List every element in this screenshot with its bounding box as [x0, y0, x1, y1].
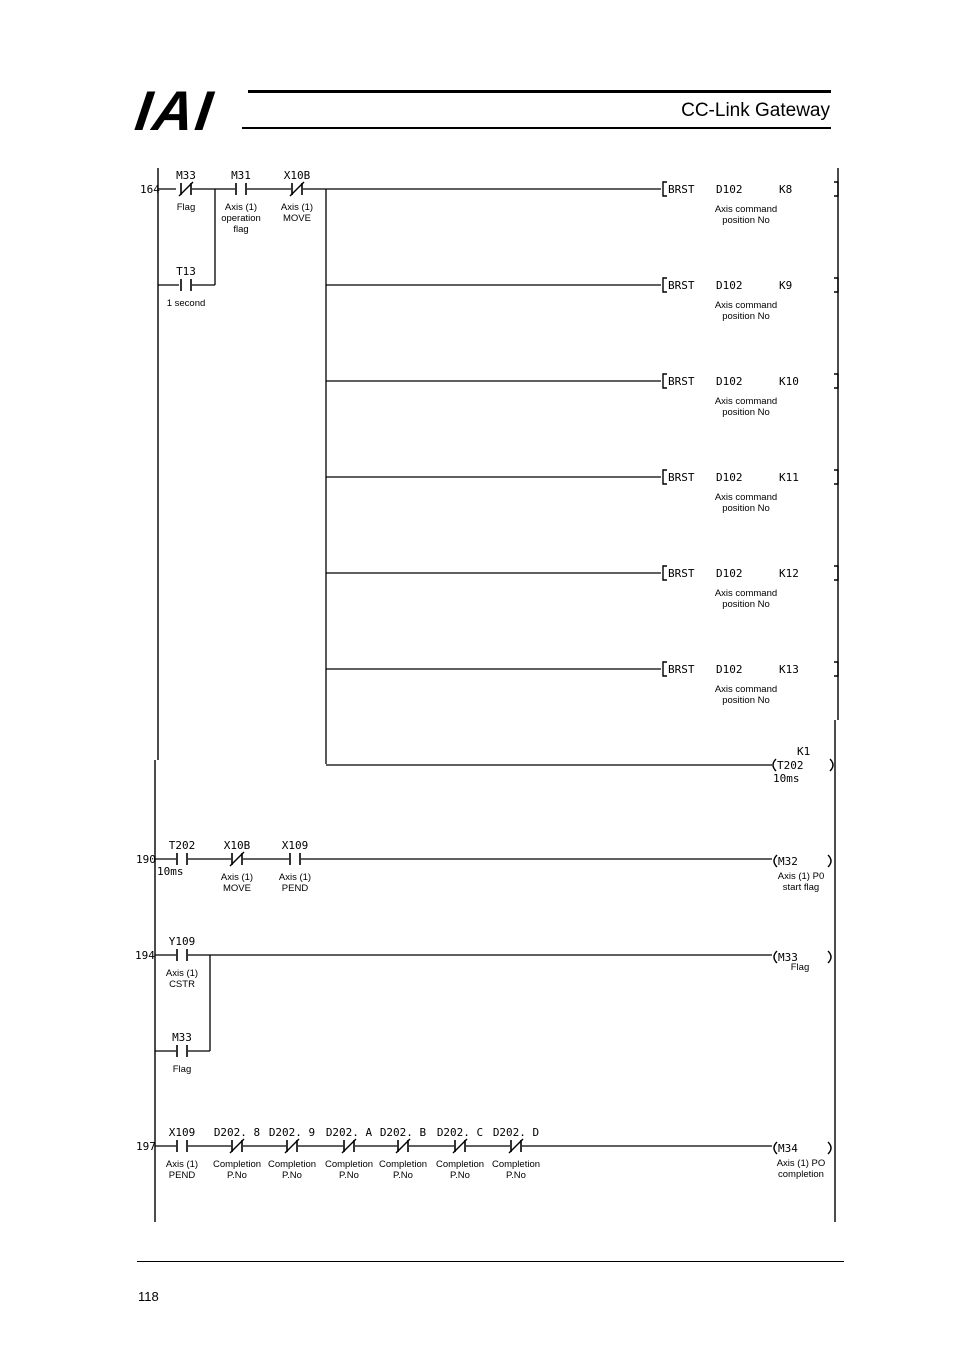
- rung-190-contact-3-comment: PEND: [281, 883, 309, 894]
- rung-194-coil-device: M33: [778, 951, 798, 964]
- brst-bracket-left: [663, 662, 667, 676]
- brst-comment: position No: [722, 599, 770, 610]
- rung-164-contact-2-comment: flag: [233, 224, 249, 235]
- rung-164-contact-t13-comment: 1 second: [166, 298, 206, 309]
- rung-197-contact-7-comment: P.No: [506, 1170, 526, 1181]
- document-title: CC-Link Gateway: [681, 100, 830, 121]
- rung-190-coil-comment: Axis (1) P0: [777, 871, 825, 882]
- rung-190-contact-2-device: X10B: [223, 839, 251, 852]
- rung-164-contact-3-comment: Axis (1): [280, 202, 314, 213]
- brst-operand-2: K12: [779, 567, 799, 580]
- rung-197-contact-4-comment: P.No: [339, 1170, 359, 1181]
- rung-164-contact-1-comment: Flag: [176, 202, 196, 213]
- rung-190-contact-3-device: X109: [281, 839, 309, 852]
- rung-197-contact-4-comment: Completion: [324, 1159, 374, 1170]
- rung-197-contact-2-comment: Completion: [212, 1159, 262, 1170]
- brst-bracket-left: [663, 182, 667, 196]
- brst-comment: Axis command: [714, 396, 778, 407]
- brst-operand-2: K10: [779, 375, 799, 388]
- brst-operand-1: D102: [716, 567, 743, 580]
- rung-197-coil-arc-right: [828, 1142, 831, 1154]
- brst-bracket-right: [834, 374, 838, 388]
- rung-197-contact-7-comment: Completion: [491, 1159, 541, 1170]
- rung-197-contact-1-device: X109: [168, 1126, 196, 1139]
- brst-operand-2: K8: [779, 183, 793, 196]
- rung-197-contact-5-device: D202. B: [379, 1126, 427, 1139]
- brst-bracket-left: [663, 566, 667, 580]
- brst-operand-1: D102: [716, 279, 743, 292]
- rung-194-contact-1-device: Y109: [168, 935, 196, 948]
- rung-197-contact-2-device: D202. 8: [213, 1126, 261, 1139]
- page-number: 118: [138, 1289, 159, 1304]
- brst-comment: Axis command: [714, 684, 778, 695]
- brst-bracket-right: [834, 470, 838, 484]
- timer-arc-left: [773, 759, 776, 771]
- rung-194-contact-m33-device: M33: [172, 1031, 192, 1044]
- rung-197-contact-1-comment: Axis (1): [165, 1159, 199, 1170]
- rung-164-contact-2-comment: Axis (1): [224, 202, 258, 213]
- rung-164-contact-1-device: M33: [176, 169, 196, 182]
- timer-arc-right: [830, 759, 833, 771]
- rung-197-contact-2-comment: P.No: [227, 1170, 247, 1181]
- rung-197-contact-3-comment: P.No: [282, 1170, 302, 1181]
- step-number: 190: [136, 853, 156, 866]
- rung-190-coil-arc-right: [828, 855, 831, 867]
- rung-190-contact-2-comment: MOVE: [223, 883, 251, 894]
- brst-operand-2: K11: [779, 471, 799, 484]
- rung-190-contact-1-comment: 10ms: [157, 865, 184, 878]
- brst-bracket-right: [834, 182, 838, 196]
- brst-bracket-right: [834, 566, 838, 580]
- rung-190-coil-comment: start flag: [782, 882, 820, 893]
- rung-197-contact-5-comment: Completion: [378, 1159, 428, 1170]
- rung-197-contact-1-comment: PEND: [168, 1170, 196, 1181]
- footer-rule: [137, 1261, 844, 1262]
- rung-164-contact-t13-device: T13: [176, 265, 196, 278]
- brst-instruction: BRST: [668, 663, 695, 676]
- rung-197-contact-3-device: D202. 9: [268, 1126, 316, 1139]
- rung-197-contact-6-comment: Completion: [435, 1159, 485, 1170]
- rung-194-contact-1-comment: CSTR: [169, 979, 195, 990]
- rung-194-coil-comment: Flag: [790, 962, 810, 973]
- rung-190-contact-1-device: T202: [168, 839, 196, 852]
- brst-bracket-right: [834, 278, 838, 292]
- rung-190-contact-2-comment: Axis (1): [220, 872, 254, 883]
- rung-197-contact-3-comment: Completion: [267, 1159, 317, 1170]
- brst-comment: position No: [722, 503, 770, 514]
- brst-instruction: BRST: [668, 567, 695, 580]
- rung-190-coil-arc-left: [774, 855, 777, 867]
- timer-setting: K1: [797, 745, 811, 758]
- rung-197-coil-arc-left: [774, 1142, 777, 1154]
- brst-instruction: BRST: [668, 279, 695, 292]
- brst-comment: Axis command: [714, 300, 778, 311]
- brst-instruction: BRST: [668, 471, 695, 484]
- rung-164-contact-3-comment: MOVE: [283, 213, 311, 224]
- rung-164-contact-3-device: X10B: [283, 169, 311, 182]
- brst-bracket-left: [663, 278, 667, 292]
- brst-comment: position No: [722, 215, 770, 226]
- brst-comment: position No: [722, 311, 770, 322]
- brst-operand-1: D102: [716, 375, 743, 388]
- brst-operand-1: D102: [716, 471, 743, 484]
- rung-197-contact-5-comment: P.No: [393, 1170, 413, 1181]
- rung-197-contact-6-device: D202. C: [436, 1126, 484, 1139]
- brst-bracket-right: [834, 662, 838, 676]
- rung-190-contact-3-comment: Axis (1): [278, 872, 312, 883]
- step-number: 164: [140, 183, 160, 196]
- rung-164-contact-2-device: M31: [231, 169, 251, 182]
- rung-197-coil-device: M34: [778, 1142, 798, 1155]
- brst-operand-1: D102: [716, 663, 743, 676]
- brst-instruction: BRST: [668, 375, 695, 388]
- timer-device: T202: [777, 759, 804, 772]
- rung-197-contact-4-device: D202. A: [325, 1126, 373, 1139]
- brst-operand-2: K13: [779, 663, 799, 676]
- rung-194-contact-1-comment: Axis (1): [165, 968, 199, 979]
- rung-197-coil-comment: completion: [778, 1169, 824, 1180]
- iai-logo: IAI: [131, 79, 219, 142]
- brst-comment: position No: [722, 407, 770, 418]
- brst-bracket-left: [663, 470, 667, 484]
- brst-bracket-left: [663, 374, 667, 388]
- timer-unit: 10ms: [773, 772, 800, 785]
- rung-197-coil-comment: Axis (1) PO: [776, 1158, 826, 1169]
- brst-instruction: BRST: [668, 183, 695, 196]
- brst-comment: Axis command: [714, 492, 778, 503]
- brst-comment: Axis command: [714, 588, 778, 599]
- rung-190-coil-device: M32: [778, 855, 798, 868]
- rung-194-contact-m33-comment: Flag: [172, 1064, 192, 1075]
- rung-197-contact-7-device: D202. D: [492, 1126, 540, 1139]
- rung-194-coil-arc-left: [774, 951, 777, 963]
- brst-operand-2: K9: [779, 279, 793, 292]
- brst-comment: position No: [722, 695, 770, 706]
- step-number: 194: [135, 949, 155, 962]
- brst-comment: Axis command: [714, 204, 778, 215]
- brst-operand-1: D102: [716, 183, 743, 196]
- step-number: 197: [136, 1140, 156, 1153]
- rung-194-coil-arc-right: [828, 951, 831, 963]
- rung-197-contact-6-comment: P.No: [450, 1170, 470, 1181]
- rung-164-contact-2-comment: operation: [221, 213, 261, 224]
